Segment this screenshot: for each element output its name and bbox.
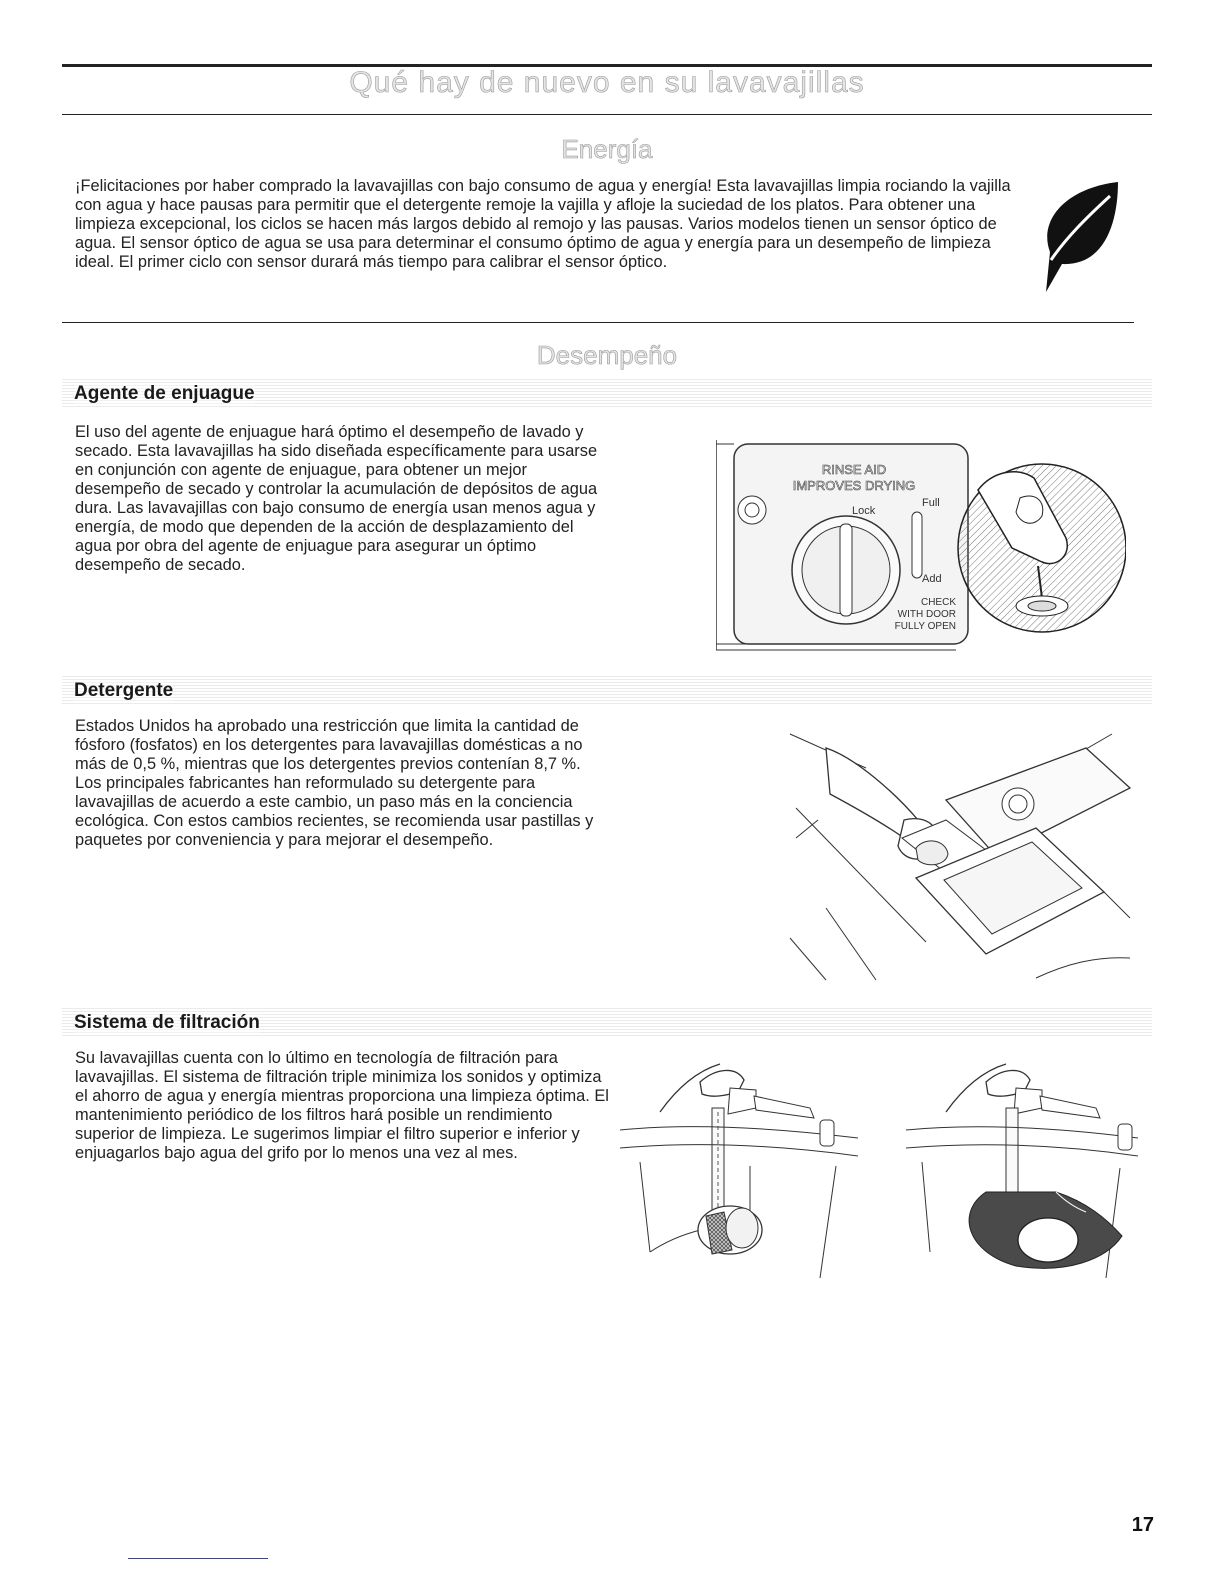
fig-check-label-2: WITH DOOR	[897, 609, 956, 620]
fig-full-label: Full	[922, 497, 940, 509]
agente-text: El uso del agente de enjuague hará óptimo el desempeño de lavado y secado. Esta lavavajillas ha sido diseñada específicamente para usarse en conjunción con agente de enjuague, para obtener un mejor desempeño de secado y controlar la acumulación de depósitos de agua dura. Las lavavajillas con bajo consumo de energía usan menos agua y energía, de modo que dependen de la acción de desplazamiento del agua por obra del agente de enjuague para asegurar un óptimo desempeño de secado.	[75, 423, 598, 574]
fig-add-label: Add	[922, 573, 942, 585]
agente-band	[62, 377, 1152, 409]
energia-heading: Energía	[561, 134, 653, 164]
lower-filter-figure	[906, 1052, 1138, 1280]
fig-check-label-3: FULLY OPEN	[894, 621, 956, 632]
fig-lock-label: Lock	[852, 505, 876, 517]
fig-improves-drying-label: IMPROVES DRYING	[792, 478, 916, 493]
page-number: 17	[1131, 1514, 1154, 1536]
footer-line	[128, 1558, 268, 1559]
detergente-heading: Detergente	[74, 680, 174, 701]
energia-text: ¡Felicitaciones por haber comprado la lavavajillas con bajo consumo de agua y energía! Esta lavavajillas limpia rociando la vajilla con agua y hace pausas para permitir que el detergente remoje la vajilla y afloje la suciedad de los platos. Para obtener una limpieza excepcional, los ciclos se hacen más largos debido al remojo y las pausas. Varios modelos tienen un sensor óptico de agua. El sensor óptico de agua se usa para determinar el consumo óptimo de agua y energía para un desempeño de limpieza ideal. El primer ciclo con sensor durará más tiempo para calibrar el sensor óptico.	[75, 177, 1011, 271]
filtracion-text: Su lavavajillas cuenta con lo último en tecnología de filtración para lavavajillas. El sistema de filtración triple minimiza los sonidos y optimiza el ahorro de agua y energía mientras proporciona una limpieza óptima. El mantenimiento periódico de los filtros hará posible un rendimiento superior de limpieza. Le sugerimos limpiar el filtro superior e inferior y enjuagarlos bajo agua del grifo por lo menos una vez al mes.	[75, 1049, 609, 1162]
energia-bottom-rule	[62, 322, 1134, 323]
leaf-icon	[1036, 180, 1120, 295]
title-rule	[62, 114, 1152, 115]
detergente-band	[62, 674, 1152, 706]
detergente-text: Estados Unidos ha aprobado una restricción que limita la cantidad de fósforo (fosfatos) en los detergentes para lavavajillas domésticas a no más de 0,5 %, mientras que los detergentes previos contenían 8,7 %. Los principales fabricantes han reformulado su detergente para lavavajillas de acuerdo a este cambio, un paso más en la conciencia ecológica. Con estos cambios recientes, se recomienda usar pastillas y paquetes por conveniencia y para mejorar el desempeño.	[75, 717, 594, 849]
upper-filter-figure	[620, 1052, 858, 1280]
agente-heading: Agente de enjuague	[74, 383, 255, 404]
filtracion-heading: Sistema de filtración	[74, 1012, 260, 1033]
page-title: Qué hay de nuevo en su lavavajillas	[349, 66, 865, 99]
fig-check-label-1: CHECK	[920, 597, 956, 608]
fig-rinse-aid-label: RINSE AID	[821, 462, 887, 477]
desempeno-heading: Desempeño	[536, 340, 678, 370]
filtracion-band	[62, 1006, 1152, 1038]
detergent-figure	[786, 728, 1134, 988]
rinse-aid-figure	[716, 438, 1126, 653]
